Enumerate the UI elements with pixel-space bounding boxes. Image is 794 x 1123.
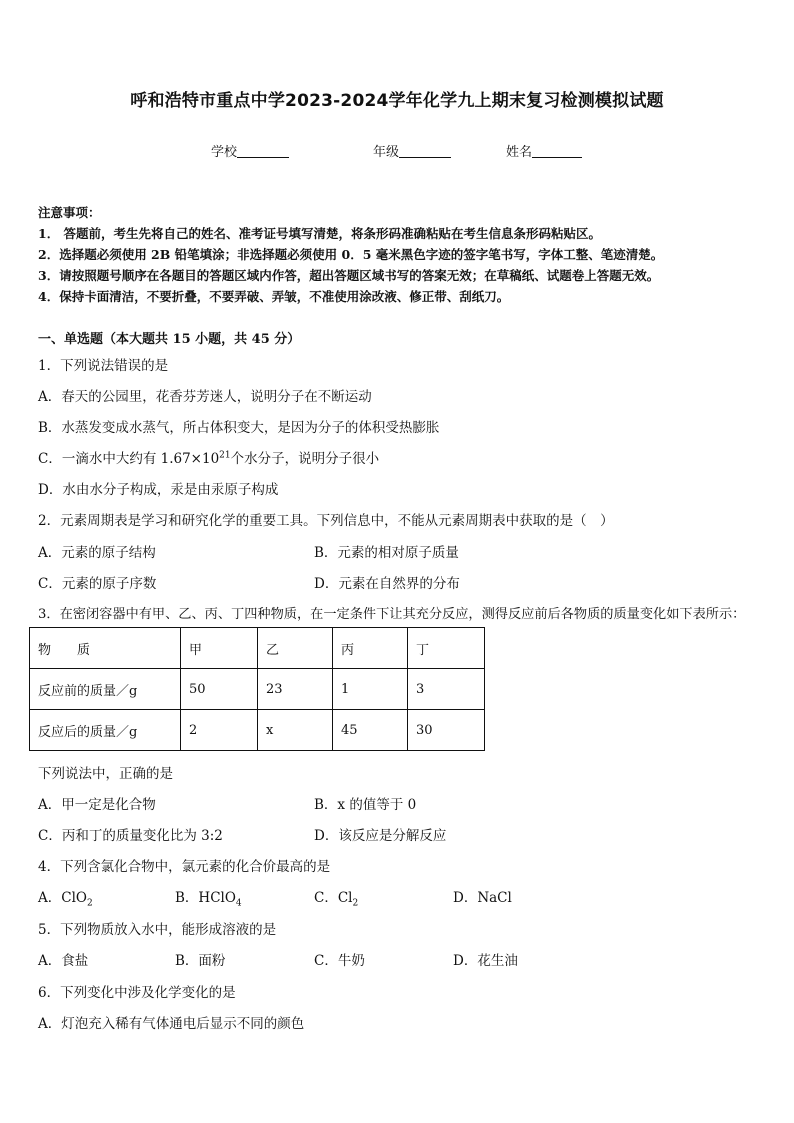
table-cell: 丙 (333, 628, 408, 669)
option-a: A．食盐 (38, 953, 89, 969)
option-c: C．元素的原子序数 (38, 576, 157, 592)
table-cell: 2 (181, 710, 258, 751)
notice-item: 4．保持卡面清洁，不要折叠，不要弄破、弄皱，不准使用涂改液、修正带、刮纸刀。 (38, 289, 510, 304)
table-cell: 反应前的质量／g (30, 669, 181, 710)
option-a: A．甲一定是化合物 (38, 797, 156, 813)
option-c-text: C．一滴水中大约有 1.67×10 (38, 451, 220, 467)
option-d: D．NaCl (453, 890, 512, 906)
option-a (38, 886, 93, 909)
table-cell: 30 (408, 710, 485, 751)
option-a: A．灯泡充入稀有气体通电后显示不同的颜色 (38, 1016, 305, 1032)
table-cell: 3 (408, 669, 485, 710)
table-cell: 1 (333, 669, 408, 710)
name-label: 姓名 (506, 145, 533, 160)
option-b: B．面粉 (175, 953, 226, 969)
notice-item: 3．请按照题号顺序在各题目的答题区域内作答，超出答题区域书写的答案无效；在草稿纸、试题卷上答题无效。 (38, 268, 660, 283)
option-b: B．水蒸发变成水蒸气，所占体积变大，是因为分子的体积受热膨胀 (38, 420, 440, 436)
option-a-text: A．ClO (38, 890, 87, 906)
name-blank (532, 145, 582, 158)
table-row (30, 710, 485, 751)
name-field (506, 141, 582, 160)
grade-blank (399, 145, 451, 158)
table-cell: 物 质 (30, 628, 181, 669)
question-stem: 1．下列说法错误的是 (38, 358, 169, 374)
option-c: C．牛奶 (314, 953, 365, 969)
table-cell: 丁 (408, 628, 485, 669)
option-c (38, 447, 379, 467)
option-c: C．丙和丁的质量变化比为 3:2 (38, 828, 223, 844)
table-cell: x (258, 710, 333, 751)
school-field (211, 141, 289, 160)
option-b: B．元素的相对原子质量 (314, 545, 459, 561)
section-heading: 一、单选题（本大题共 15 小题，共 45 分） (38, 332, 301, 347)
table-cell: 50 (181, 669, 258, 710)
table-header-row (30, 628, 485, 669)
option-a: A．元素的原子结构 (38, 545, 156, 561)
school-label: 学校 (211, 145, 238, 160)
option-a: A．春天的公园里，花香芬芳迷人，说明分子在不断运动 (38, 389, 372, 405)
option-b-text: B．HClO (175, 890, 236, 906)
notice-heading: 注意事项： (38, 205, 101, 220)
table-cell: 23 (258, 669, 333, 710)
grade-field (373, 141, 451, 160)
mass-change-table (29, 627, 485, 751)
notice-item: 2．选择题必须使用 2B 铅笔填涂；非选择题必须使用 0．5 毫米黑色字迹的签字笔书写，字体工整、笔迹清楚。 (38, 247, 664, 262)
exponent: 21 (219, 450, 231, 461)
page-title: 呼和浩特市重点中学2023-2024学年化学九上期末复习检测模拟试题 (130, 91, 664, 111)
question-stem: 2．元素周期表是学习和研究化学的重要工具。下列信息中，不能从元素周期表中获取的是（ ） (38, 513, 614, 529)
option-d: D．花生油 (453, 953, 518, 969)
option-d: D．水由水分子构成，汞是由汞原子构成 (38, 482, 279, 498)
table-cell: 乙 (258, 628, 333, 669)
question-stem: 4．下列含氯化合物中，氯元素的化合价最高的是 (38, 859, 331, 875)
option-b: B．x 的值等于 0 (314, 797, 417, 813)
question-stem: 5．下列物质放入水中，能形成溶液的是 (38, 922, 277, 938)
subscript: 2 (352, 898, 359, 909)
table-cell: 反应后的质量／g (30, 710, 181, 751)
table-cell: 45 (333, 710, 408, 751)
question-stem: 3．在密闭容器中有甲、乙、丙、丁四种物质，在一定条件下让其充分反应，测得反应前后各物质的质量变化如下表所示： (38, 607, 746, 622)
option-c (314, 886, 358, 909)
subscript: 4 (235, 898, 242, 909)
notice-item: 1． 答题前，考生先将自己的姓名、准考证号填写清楚，将条形码准确粘贴在考生信息条形码粘贴区。 (38, 226, 602, 241)
option-b (175, 886, 242, 909)
option-d: D．该反应是分解反应 (314, 828, 447, 844)
school-blank (237, 145, 289, 158)
table-row (30, 669, 485, 710)
option-c-text-end: 个水分子，说明分子很小 (230, 451, 380, 467)
grade-label: 年级 (373, 145, 400, 160)
question-stem: 6．下列变化中涉及化学变化的是 (38, 985, 236, 1001)
option-d: D．元素在自然界的分布 (314, 576, 460, 592)
option-c-text: C．Cl (314, 890, 353, 906)
question-followup: 下列说法中，正确的是 (38, 766, 173, 782)
table-cell: 甲 (181, 628, 258, 669)
subscript: 2 (86, 898, 93, 909)
